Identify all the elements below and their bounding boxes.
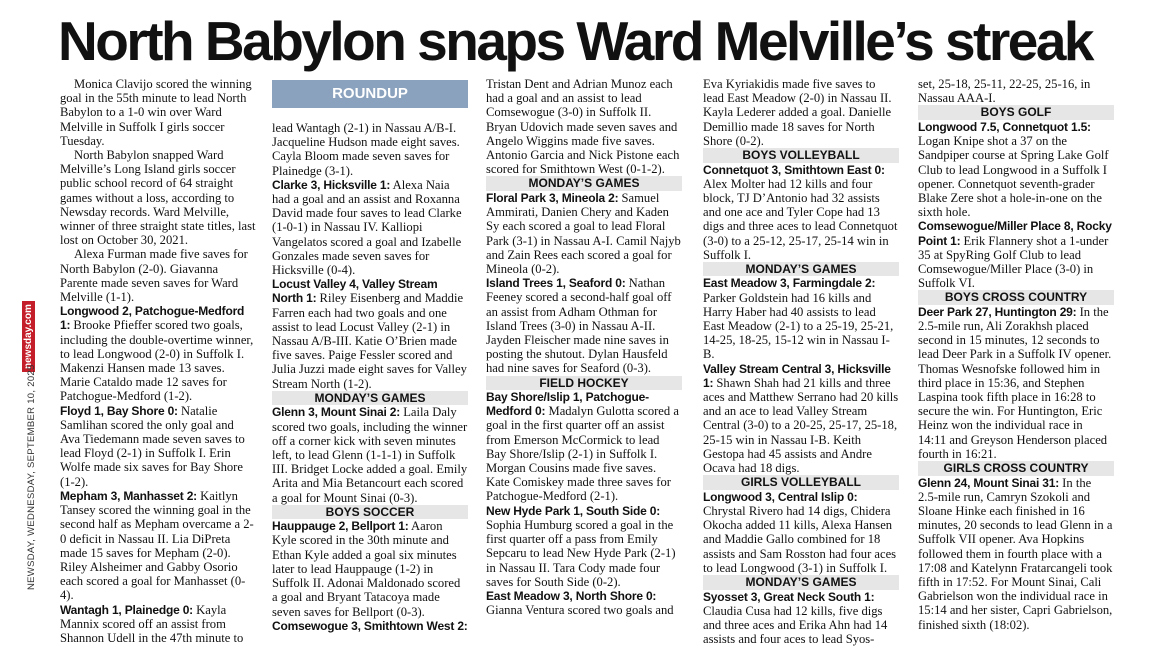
headline: North Babylon snaps Ward Melville’s streak — [58, 10, 1093, 72]
game-result-lead: East Meadow 3, Farmingdale 2: — [703, 276, 876, 291]
game-result-lead: Bay Shore/Islip 1, Patchogue-Medford 0: — [486, 390, 649, 419]
article-paragraph: lead Wantagh (2-1) in Nassau A/B-I. Jacqueline Hudson made eight saves. Cayla Bloom made seven saves for Plainedge (3-1). — [272, 121, 460, 178]
game-result-lead: Floyd 1, Bay Shore 0: — [60, 403, 178, 418]
game-result-lead: Comsewogue/Miller Place 8, Rocky Point 1: — [918, 219, 1112, 248]
article-paragraph: Wantagh 1, Plainedge 0: Kayla Mannix scored off an assist from Shannon Udell in the 47th minute to — [60, 602, 244, 645]
article-paragraph: North Babylon snapped Ward Melville’s Long Island girls soccer public school record of 64 straight games without a loss, according to Newsday records. Ward Melville, winner of three straight state titles, last lost on October 30, 2021. — [60, 148, 256, 248]
game-result-lead: Comsewogue 3, Smithtown West 2: — [272, 618, 468, 633]
article-paragraph: Valley Stream Central 3, Hicksville 1: Shawn Shah had 21 kills and three aces and Matthew Serrano had 20 kills and an ace to lead Valley Stream Central (3-0) to a 20-25, 25-17, 25-18, 25-15 win in Nassau I-B. Keith Gestopa had 45 assists and Andre Ocava had 18 digs. — [703, 361, 899, 476]
game-result-lead: New Hyde Park 1, South Side 0: — [486, 503, 661, 518]
article-paragraph: Island Trees 1, Seaford 0: Nathan Feeney scored a second-half goal off an assist from Adham Othman for Island Trees (3-0) in Nassau A-II. Jayden Fleischer made nine saves in posting the shutout. Dylan Hausfeld had nine saves for Seaford (0-3). — [486, 276, 672, 376]
section-header: GIRLS VOLLEYBALL — [703, 475, 899, 490]
game-result-lead: Glenn 3, Mount Sinai 2: — [272, 405, 401, 420]
section-header: BOYS CROSS COUNTRY — [918, 290, 1114, 305]
article-paragraph: East Meadow 3, Farmingdale 2: Parker Goldstein had 16 kills and Harry Haber had 40 assists to lead East Meadow (2-1) to a 25-19, 25-21, 14-25, 18-25, 15-12 win in Nassau I-B. — [703, 276, 894, 362]
article-paragraph: Syosset 3, Great Neck South 1: Claudia Cusa had 12 kills, five digs and three aces and Erika Ahn had 14 assists and four aces to lead Syos- — [703, 589, 888, 647]
section-header: MONDAY’S GAMES — [703, 262, 899, 277]
article-paragraph: Floral Park 3, Mineola 2: Samuel Ammirati, Danien Chery and Kaden Sy each scored a goal to lead Floral Park (3-1) in Nassau A-I. Camil Najyb and Zain Rees each scored a goal for Mineola (0-2). — [486, 190, 681, 276]
game-result-lead: Hauppauge 2, Bellport 1: — [272, 519, 409, 534]
article-paragraph: Deer Park 27, Huntington 29: In the 2.5-mile run, Ali Zorakhsh placed second in 15 minutes, 12 seconds to lead Deer Park in a Suffolk IV opener. Thomas Wesnofske followed him in third place in 15:36, and Stephen Laspina took fifth place in 16:28 to secure the win. For Huntington, Eric Heinz won the individual race in 14:11 and Greyson Henderson placed fourth in 16:21. — [918, 304, 1112, 461]
newsday-logo: newsday.com — [22, 301, 35, 372]
game-result-lead: Connetquot 3, Smithtown East 0: — [703, 162, 885, 177]
column-1 — [60, 77, 256, 645]
game-result-lead: Valley Stream Central 3, Hicksville 1: — [703, 361, 891, 390]
article-paragraph: Eva Kyriakidis made five saves to lead East Meadow (2-0) in Nassau II. Kayla Lederer added a goal. Danielle Demillio made 18 saves for North Shore (0-2). — [703, 77, 892, 148]
column-2 — [272, 121, 468, 633]
game-result-lead: Longwood 3, Central Islip 0: — [703, 489, 858, 504]
article-paragraph: New Hyde Park 1, South Side 0: Sophia Humburg scored a goal in the first quarter off a pass from Emily Sepcaru to lead New Hyde Park (2-1) in Nassau II. Tara Cody made four saves for South Side (0-2). — [486, 503, 676, 589]
article-paragraph — [272, 619, 468, 633]
article-paragraph: Connetquot 3, Smithtown East 0: Alex Molter had 12 kills and four block, TJ D’Antonio had 32 assists and one ace and Tyler Cope had 13 digs and three aces to lead Connetquot (3-0) to a 25-12, 25-17, 25-14 win in Suffolk I. — [703, 162, 898, 262]
article-paragraph: Glenn 3, Mount Sinai 2: Laila Daly scored two goals, including the winner off a corner kick with seven minutes left, to lead Glenn (1-1-1) in Suffolk III. Bridget Locke added a goal. Emily Arita and Mia Betancourt each scored a goal for Mount Sinai (0-3). — [272, 405, 468, 505]
section-header: BOYS VOLLEYBALL — [703, 148, 899, 163]
article-paragraph: Alexa Furman made five saves for North Babylon (2-0). Giavanna Parente made seven saves for Ward Melville (1-1). — [60, 247, 248, 305]
dateline: NEWSDAY, WEDNESDAY, SEPTEMBER 10, 2025 — [26, 364, 37, 590]
article-paragraph: Clarke 3, Hicksville 1: Alexa Naia had a goal and an assist and Roxanna David made four saves to lead Clarke (1-0-1) in Nassau IV. Kalliopi Vangelatos scored a goal and Izabelle Gonzales made seven saves for Hicksville (0-4). — [272, 177, 462, 278]
article-paragraph: Longwood 7.5, Connetquot 1.5: Logan Knipe shot a 37 on the Sandpiper course at Spring Lake Golf Club to lead Longwood in a Suffolk I opener. Connetquot seventh-grader Blake Zere shot a hole-in-one on the sixth hole. — [918, 119, 1109, 220]
game-result-lead: Clarke 3, Hicksville 1: — [272, 177, 391, 192]
column-3 — [486, 77, 682, 617]
article-paragraph: Glenn 24, Mount Sinai 31: In the 2.5-mile run, Camryn Szokoli and Sloane Hinke each finished in 16 minutes, 20 seconds to lead Glenn in a Suffolk VII opener. Ava Hopkins followed them in fourth place with a 17:08 and Katelynn Fratarcangeli took fifth in 17:52. For Mount Sinai, Cali Gabrielson won the individual race in 15:14 and her sister, Capri Gabrielson, finished sixth (18:02). — [918, 475, 1113, 632]
article-paragraph: Tristan Dent and Adrian Munoz each had a goal and an assist to lead Comsewogue (3-0) in Suffolk II. Bryan Udovich made seven saves and Angelo Wiggins made five saves. Antonio Garcia and Nick Pistone each scored for Smithtown West (0-1-2). — [486, 77, 680, 177]
section-header: BOYS GOLF — [918, 105, 1114, 120]
section-header: FIELD HOCKEY — [486, 376, 682, 391]
article-paragraph: Monica Clavijo scored the winning goal in the 55th minute to lead North Babylon to a 1-0 win over Ward Melville in Suffolk I girls soccer Tuesday. — [60, 77, 252, 148]
article-paragraph: set, 25-18, 25-11, 22-25, 25-16, in Nassau AAA-I. — [918, 77, 1091, 106]
column-4 — [703, 77, 899, 646]
game-result-lead: Longwood 2, Patchogue-Medford 1: — [60, 304, 245, 333]
section-header: GIRLS CROSS COUNTRY — [918, 461, 1114, 476]
article-paragraph: Longwood 3, Central Islip 0: Chrystal Rivero had 14 digs, Chidera Okocha added 11 kills, Alexa Hansen and Maddie Gallo combined for 18 assists and Sam Rosston had four aces to lead Longwood (3-1) in Suffolk I. — [703, 489, 897, 575]
roundup-label: ROUNDUP — [272, 80, 468, 108]
article-paragraph: Mepham 3, Manhasset 2: Kaitlyn Tansey scored the winning goal in the second half as Mepham overcame a 2-0 deficit in Nassau II. Lia DiPreta made 15 saves for Mepham (2-0). Riley Alsheimer and Gabby Osorio each scored a goal for Manhasset (0-4). — [60, 488, 254, 603]
article-paragraph: East Meadow 3, North Shore 0: Gianna Ventura scored two goals and — [486, 588, 674, 618]
game-result-lead: Syosset 3, Great Neck South 1: — [703, 589, 875, 604]
article-paragraph: Hauppauge 2, Bellport 1: Aaron Kyle scored in the 30th minute and Ethan Kyle added a goal six minutes later to lead Hauppauge (1-2) in Suffolk II. Adonai Maldonado scored a goal and Bryant Tatacoya made seven saves for Bellport (0-3). — [272, 519, 461, 619]
section-header: BOYS SOCCER — [272, 505, 468, 520]
section-header: MONDAY’S GAMES — [486, 176, 682, 191]
section-header: MONDAY’S GAMES — [703, 575, 899, 590]
game-result-lead: Mepham 3, Manhasset 2: — [60, 488, 197, 503]
article-paragraph: Locust Valley 4, Valley Stream North 1: Riley Eisenberg and Maddie Farren each had two goals and one assist to lead Locust Valley (2-1) in Nassau A/B-III. Katie O’Brien made five saves. Paige Fessler scored and Julia Juzzi made eight saves for Valley Stream North (1-2). — [272, 277, 467, 391]
section-header: MONDAY’S GAMES — [272, 391, 468, 406]
game-result-lead: Longwood 7.5, Connetquot 1.5: — [918, 119, 1091, 134]
game-result-lead: Glenn 24, Mount Sinai 31: — [918, 475, 1060, 490]
game-result-lead: Wantagh 1, Plainedge 0: — [60, 602, 193, 617]
column-5 — [918, 77, 1114, 632]
article-paragraph: Longwood 2, Patchogue-Medford 1: Brooke Pfieffer scored two goals, including the double-overtime winner, to lead Longwood (2-0) in Suffolk I. Makenzi Hansen made 13 saves. Marie Cataldo made 12 saves for Patchogue-Medford (1-2). — [60, 304, 254, 404]
game-result-lead: Island Trees 1, Seaford 0: — [486, 276, 626, 291]
game-result-lead: Locust Valley 4, Valley Stream North 1: — [272, 277, 438, 306]
article-paragraph: Floyd 1, Bay Shore 0: Natalie Samlihan scored the only goal and Ava Tiedemann made seven saves to lead Floyd (2-1) in Suffolk I. Erin Wolfe made six saves for Bay Shore (1-2). — [60, 403, 245, 489]
game-result-lead: East Meadow 3, North Shore 0: — [486, 588, 657, 603]
article-paragraph: Comsewogue/Miller Place 8, Rocky Point 1: Erik Flannery shot a 1-under 35 at SpyRing Golf Club to lead Comsewogue/Miller Place (3-0) in Suffolk VI. — [918, 219, 1112, 291]
game-result-lead: Deer Park 27, Huntington 29: — [918, 304, 1077, 319]
game-result-lead: Floral Park 3, Mineola 2: — [486, 190, 619, 205]
article-paragraph: Bay Shore/Islip 1, Patchogue-Medford 0: Madalyn Gulotta scored a goal in the first quarter off an assist from Emerson McCormick to lead Bay Shore/Islip (2-1) in Suffolk I. Morgan Cousins made five saves. Kate Comiskey made three saves for Patchogue-Medford (2-1). — [486, 390, 679, 504]
